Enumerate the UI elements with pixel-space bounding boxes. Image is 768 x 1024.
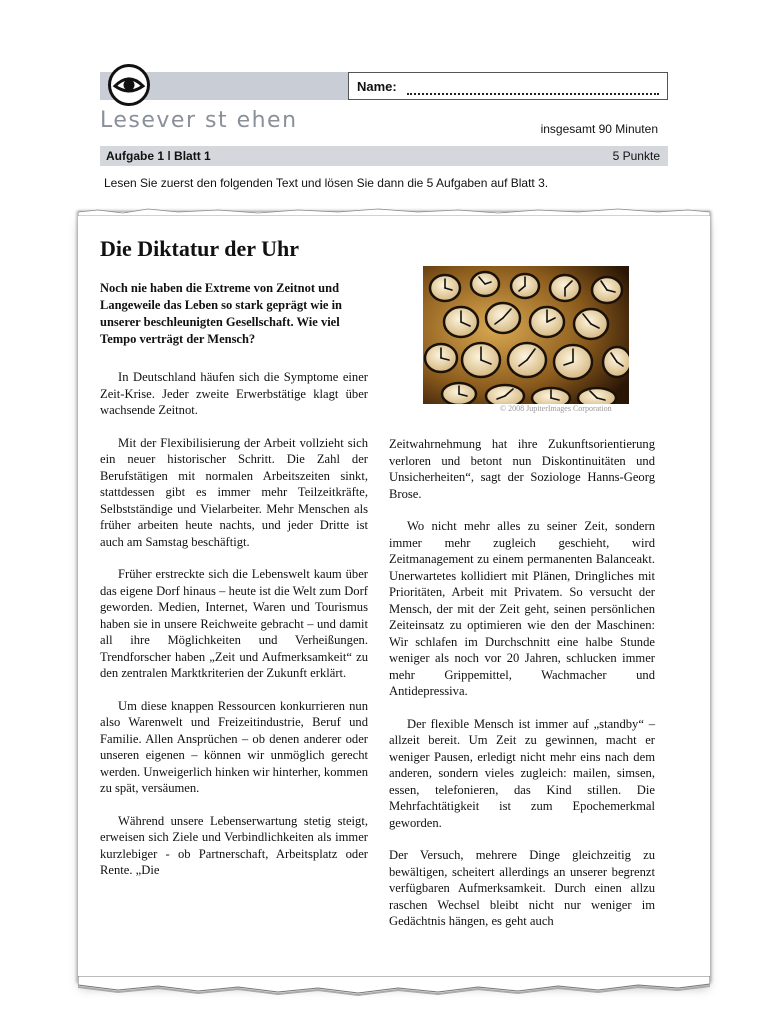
instructions-text: Lesen Sie zuerst den folgenden Text und lösen Sie dann die 5 Aufgaben auf Blatt 3.	[104, 176, 549, 190]
article-column-left	[100, 369, 368, 895]
paragraph: Wo nicht mehr alles zu seiner Zeit, sondern immer mehr zugleich geschieht, wird Zeitmanagement zu einem permanenten Balanceakt. Unerwartetes kollidiert mit Plänen, Dringliches mit Prioritäten, Arbeit mit Privatem. So versucht der Mensch, der mit der Zeit geht, seinen persönlichen Zeiteinsatz zu optimieren wie den der Maschinen: Wir schlafen im Durchschnitt eine halbe Stunde weniger als noch vor 20 Jahren, schlucken immer mehr Grippemittel, Wachmacher und Antidepressiva.	[389, 519, 655, 698]
paragraph: In Deutschland häufen sich die Symptome einer Zeit-Krise. Jeder zweite Erwerbstätige klagt über wachsende Zeitnot.	[100, 370, 368, 417]
paragraph: Um diese knappen Ressourcen konkurrieren nun also Warenwelt und Freizeitindustrie, Beruf und Familie. Allen Ansprüchen – ob denen anderer oder unseren eigenen – können wir unmöglich gerecht werden. Unweigerlich hinken wir hinterher, kommen zu spät, versäumen.	[100, 698, 368, 795]
article-column-right	[389, 436, 655, 946]
clocks-photo	[423, 266, 629, 404]
paragraph: Mit der Flexibilisierung der Arbeit vollzieht sich ein neuer historischer Schritt. Die Zahl der Berufstätigen mit normalen Arbeitszeiten sinkt, stattdessen gibt es immer mehr Teilzeitkräfte, Selbstständige und Vielarbeiter. Mehr Menschen als früher arbeiten heute nachts, und jeder Dritte ist auch am Samstag beschäftigt.	[100, 435, 368, 549]
article-lead: Noch nie haben die Extreme von Zeitnot und Langeweile das Leben so stark geprägt wie in unserer beschleunigten Gesellschaft. Wie viel Tempo verträgt der Mensch?	[100, 281, 343, 346]
image-credit: © 2008 JupiterImages Corporation	[500, 404, 612, 413]
paragraph: Der Versuch, mehrere Dinge gleichzeitig zu bewältigen, scheitert allerdings an unserer begrenzt verfügbaren Aufmerksamkeit. Durch einen allzu raschen Wechsel bleibt nicht nur weniger im Gedächtnis hängen, es geht auch	[389, 848, 655, 928]
name-field[interactable]	[348, 72, 668, 100]
points-label: 5 Punkte	[612, 149, 660, 163]
task-label: Aufgabe 1 ǀ Blatt 1	[106, 149, 211, 163]
name-dotted-line	[407, 75, 659, 95]
article-title: Die Diktatur der Uhr	[100, 236, 300, 261]
section-title: Lesever st ehen	[100, 108, 298, 133]
task-bar	[100, 146, 668, 166]
paragraph: Zeitwahrnehmung hat ihre Zukunftsorientierung verloren und betont nun Diskontinuitäten und Unsicherheiten“, sagt der Soziologe Hanns-Georg Brose.	[389, 437, 655, 501]
duration-text: insgesamt 90 Minuten	[540, 122, 658, 136]
name-label: Name:	[357, 79, 397, 94]
torn-edge-bottom	[78, 976, 710, 998]
eye-logo	[108, 64, 150, 106]
paragraph: Der flexible Mensch ist immer auf „standby“ – allzeit bereit. Um Zeit zu gewinnen, macht er weniger Pausen, erledigt nicht mehr eins nach dem anderen, sondern vieles zugleich: mailen, simsen, essen, telefonieren, das Kind stillen. Die Mehrfachtätigkeit ist zum Epochemerkmal geworden.	[389, 716, 655, 830]
torn-edge-top	[78, 206, 710, 216]
paragraph: Früher erstreckte sich die Lebenswelt kaum über das eigene Dorf hinaus – heute ist die Welt zum Dorf geworden. Medien, Internet, Waren und Tourismus haben sie in unsere Reichweite gebracht – und damit all ihre Möglichkeiten und Verheißungen. Trendforscher haben „Zeit und Aufmerksamkeit“ zu den zentralen Marktkriterien der Zukunft erklärt.	[100, 567, 368, 680]
paragraph: Während unsere Lebenserwartung stetig steigt, erweisen sich Ziele und Verbindlichkeiten als immer kurzlebiger - ob Partnerschaft, Arbeitsplatz oder Rente. „Die	[100, 813, 368, 877]
